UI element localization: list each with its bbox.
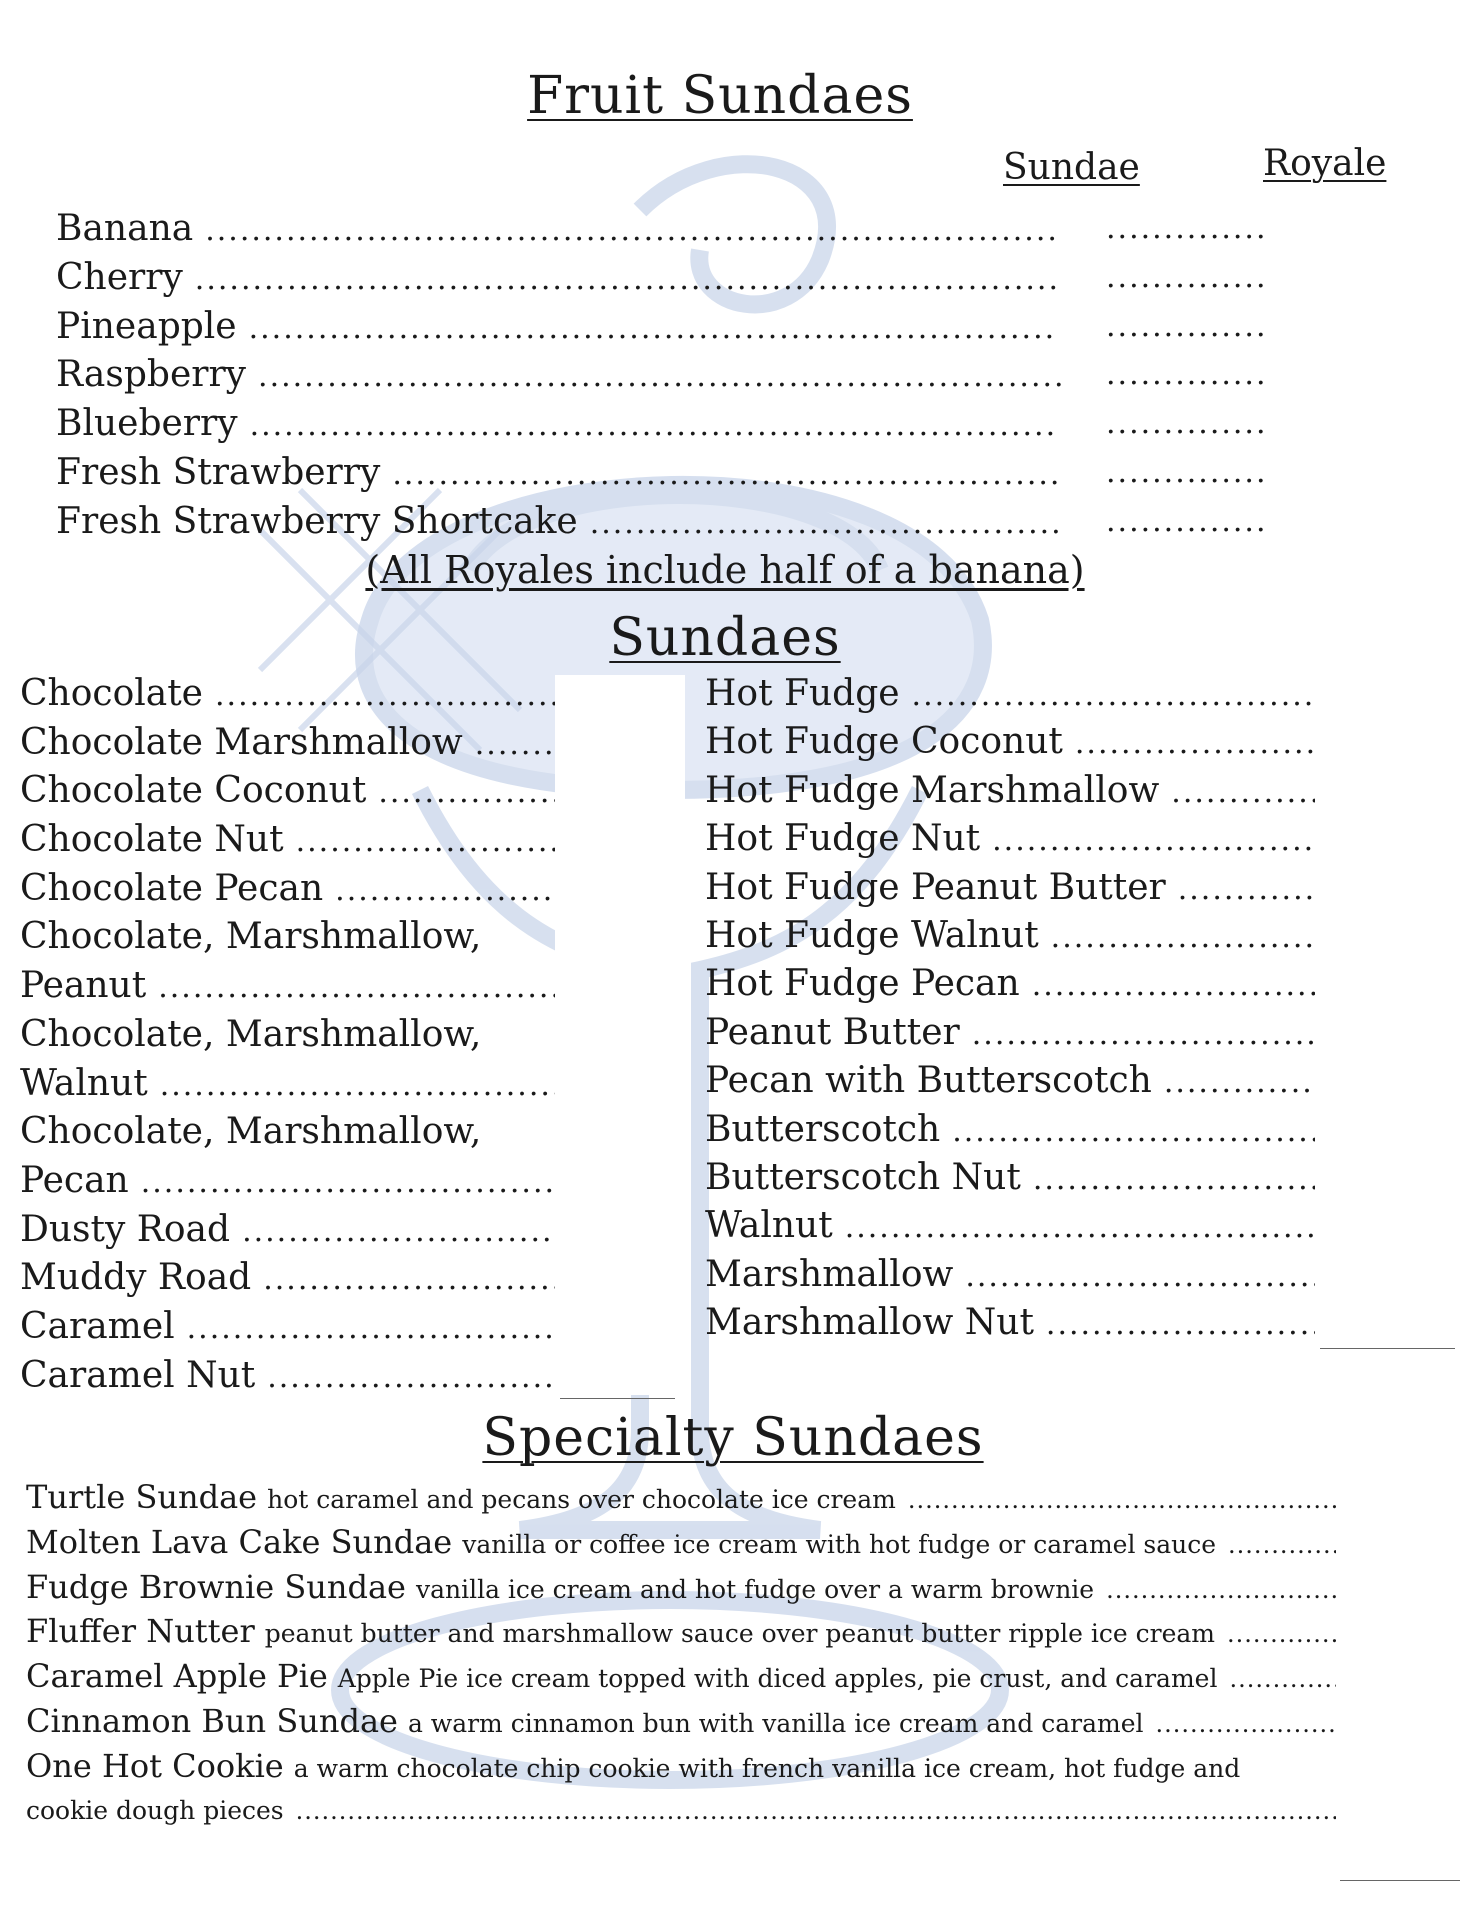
list-item: Chocolate Coconut ..... bbox=[20, 767, 555, 816]
list-item: Muddy Road ..... bbox=[20, 1254, 555, 1303]
list-item: Butterscotch ..... bbox=[705, 1106, 1315, 1154]
list-item: Chocolate Nut ..... bbox=[20, 816, 555, 865]
list-item: Chocolate Marshmallow ..... bbox=[20, 719, 555, 768]
royale-note: (All Royales include half of a banana) bbox=[365, 548, 1085, 592]
list-item: Hot Fudge Marshmallow ..... bbox=[705, 767, 1315, 815]
list-item: Hot Fudge ..... bbox=[705, 670, 1315, 718]
list-item: Peanut Butter ..... bbox=[705, 1009, 1315, 1057]
list-item: Fresh Strawberry ..... .............. bbox=[56, 449, 1296, 498]
list-item: Raspberry ..... .............. bbox=[56, 351, 1296, 400]
list-item-continuation: cookie dough pieces ..... bbox=[26, 1789, 1336, 1833]
list-item: Pecan with Butterscotch ..... bbox=[705, 1057, 1315, 1105]
specialty-sundae-list bbox=[26, 1475, 1336, 1833]
list-item: Caramel Apple Pie Apple Pie ice cream topped with diced apples, pie crust, and caramel ..... bbox=[26, 1654, 1336, 1699]
list-item: Walnut ..... bbox=[705, 1202, 1315, 1250]
list-item: Chocolate, Marshmallow, bbox=[20, 1013, 482, 1055]
list-item: One Hot Cookie a warm chocolate chip cookie with french vanilla ice cream, hot fudge and bbox=[26, 1746, 1241, 1785]
list-item: Walnut ..... bbox=[20, 1060, 555, 1109]
divider bbox=[1320, 1348, 1455, 1349]
list-item: Chocolate, Marshmallow, bbox=[20, 1111, 482, 1153]
list-item: Molten Lava Cake Sundae vanilla or coffee ice cream with hot fudge or caramel sauce ..... bbox=[26, 1520, 1336, 1565]
list-item: Turtle Sundae hot caramel and pecans over chocolate ice cream ..... bbox=[26, 1475, 1336, 1520]
list-item: Chocolate Pecan ..... bbox=[20, 865, 555, 914]
sundaes-right-column bbox=[705, 670, 1315, 1347]
list-item: Fresh Strawberry Shortcake ..... .............. bbox=[56, 498, 1296, 547]
list-item: Marshmallow Nut ..... bbox=[705, 1299, 1315, 1347]
list-item: Hot Fudge Walnut ..... bbox=[705, 912, 1315, 960]
fruit-sundaes-title: Fruit Sundaes bbox=[527, 66, 913, 126]
divider bbox=[1340, 1880, 1460, 1881]
sundae-column-header: Sundae bbox=[1003, 147, 1140, 188]
sundaes-left-column bbox=[20, 670, 555, 1400]
list-item: Butterscotch Nut ..... bbox=[705, 1154, 1315, 1202]
list-item: Marshmallow ..... bbox=[705, 1251, 1315, 1299]
list-item: Fluffer Nutter peanut butter and marshmallow sauce over peanut butter ripple ice cream ..... bbox=[26, 1609, 1336, 1654]
list-item: Hot Fudge Nut ..... bbox=[705, 815, 1315, 863]
list-item: Caramel ..... bbox=[20, 1303, 555, 1352]
royale-column-header: Royale bbox=[1263, 143, 1387, 184]
list-item: Blueberry ..... .............. bbox=[56, 400, 1296, 449]
list-item: Cinnamon Bun Sundae a warm cinnamon bun with vanilla ice cream and caramel ..... bbox=[26, 1699, 1336, 1744]
fruit-sundae-list bbox=[56, 205, 1296, 547]
list-item: Cherry ..... .............. bbox=[56, 254, 1296, 303]
divider bbox=[560, 1398, 675, 1399]
list-item: Banana ..... .............. bbox=[56, 205, 1296, 254]
list-item: Chocolate, Marshmallow, bbox=[20, 916, 482, 958]
list-item: Hot Fudge Peanut Butter ..... bbox=[705, 864, 1315, 912]
list-item: Peanut ..... bbox=[20, 962, 555, 1011]
list-item: Pineapple ..... .............. bbox=[56, 303, 1296, 352]
specialty-sundaes-title: Specialty Sundaes bbox=[482, 1408, 984, 1468]
list-item: Chocolate ..... bbox=[20, 670, 555, 719]
list-item: Pecan ..... bbox=[20, 1157, 555, 1206]
list-item: Fudge Brownie Sundae vanilla ice cream and hot fudge over a warm brownie ..... bbox=[26, 1565, 1336, 1610]
list-item: Caramel Nut ..... bbox=[20, 1352, 555, 1401]
list-item: Dusty Road ..... bbox=[20, 1206, 555, 1255]
list-item: Hot Fudge Coconut ..... bbox=[705, 718, 1315, 766]
list-item: Hot Fudge Pecan ..... bbox=[705, 960, 1315, 1008]
sundaes-title: Sundaes bbox=[609, 608, 841, 668]
